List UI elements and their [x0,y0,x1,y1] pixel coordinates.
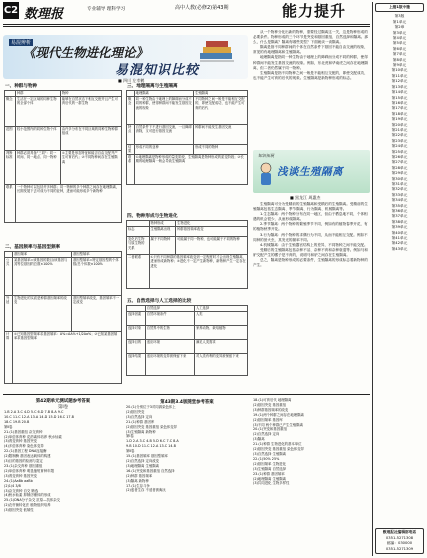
table-cell: 判断标准 [5,151,16,185]
answer-line: 21.(1)基因重组 杂交育种 [4,429,43,434]
sidebar-item: 第29单元 [391,171,408,176]
table-cell: 满足人类需求 [194,340,247,354]
newspaper-subtitle: 专业辅导 理科学习 [87,7,126,12]
sidebar-box-heading: 上接1版中缝 [388,5,410,9]
sidebar-item: 第4单元 [392,36,407,41]
answer-line: (3)诱变育种 基因突变 [4,473,38,478]
table-cell: 概念 [127,97,135,125]
sidebar-item: 第5单元 [392,41,407,46]
answer-line: 22.(1)50% 25% [253,456,280,461]
answers-divider [3,394,370,395]
sidebar-item: 第14单元 [391,90,408,95]
section-heading-selection: 五、自然选择与人工选择的比较 [127,299,192,304]
sidebar-item: 第1单元 [392,19,407,24]
section-title: 能力提升 [282,2,347,20]
sidebar-item: 第17单元 [391,106,408,111]
section-heading-species: 一、种群与物种 [5,84,38,89]
header-rule-thin [3,26,370,27]
answer-line: 22.(1)基因工程 DNA连接酶 [4,449,47,454]
answer-line: 16.(1)突变和基因重组 自然选择 [126,468,175,473]
table-cell: 较小范围内的同种生物个体 [16,127,61,151]
answer-line: (3)自然选择 定向 [126,414,153,419]
table-cell: 基因型频率=特定基因型的个体数/总个体数×100% [72,258,122,296]
answer-line: (3)共同进化 生物多样性 [253,481,290,486]
answer-line: (2)农杆菌转化法 植物组织培养 [4,503,51,508]
table-cell: 同一种生物由于地理上的障碍而分成不同的种群，使得种群间不能发生基因交流的现象 [134,97,193,125]
answer-line: 1.B 2.A 3.C 4.D 5.C 6.D 7.B 8.A 9.C [4,410,64,414]
table-cell: 选择结果 [127,354,146,376]
table-cell: 生殖隔离出现 [149,227,176,237]
edition-badge: C2 [3,2,19,19]
table-cell: 种群 [16,91,61,97]
answer-line: (2)地理隔离 生殖隔离 [253,476,287,481]
sidebar-item: 第41单元 [391,236,408,241]
answers-subheading: 第Ⅰ卷 [57,405,69,410]
sidebar-item: 第38单元 [391,219,408,224]
table-cell: 基因型频率改变，基因频率不一定改变 [72,296,122,332]
answer-line: (2)单倍体育种 明显缩短育种年限 [4,468,54,473]
header-rule [3,24,370,25]
answer-line: (2)自然选择 定向改变 [126,458,160,463]
answer-line: (2)种群 基因频率 [126,473,153,478]
table-population-species [4,90,122,223]
answer-line: 第Ⅱ卷 [126,449,135,454]
table-cell: 结果 [127,145,135,155]
answer-line: (2)1/4 3/8 [4,483,21,488]
answers-heading: 第42期单元测试题参考答案 [35,399,91,404]
section-heading-gene-frequency: 二、基因频率与基因型频率 [5,245,61,250]
table-cell: 生物进化 [176,221,248,227]
sidebar-item: 第8单元 [392,57,407,62]
section-heading-speciation: 四、物种形成与生物进化 [127,214,178,219]
table-cell: 范围 [5,127,16,151]
answers-col-1 [4,398,122,556]
sidebar-item: 第10单元 [391,68,408,73]
sidebar-item: 第12单元 [391,79,408,84]
sidebar-item: 第24单元 [391,144,408,149]
answer-line: (3)基因突变 低频性 [4,508,34,513]
answer-line: (3)生殖隔离 新物种 [126,429,156,434]
table-cell: 对人类有利的变异被保留下来 [194,354,247,376]
table-gene-frequency [4,251,122,384]
answer-line: 18.C 19.B 20.B [4,419,30,424]
contact-line: 0351-5271308 [385,535,414,540]
answers-heading-43: 第43期3.4版随堂参考答案 [160,400,214,405]
contact-line: 0351-5271309 [385,546,414,551]
table-cell: 生物进化的实质是种群基因频率的改变 [13,296,72,332]
sidebar-item: 第36单元 [391,209,408,214]
table-cell: 选择对象 [127,326,146,340]
table-selection [126,305,248,376]
table-cell: 自然条件下不进行基因交流，一旦障碍消除，又可进行基因交流 [134,125,193,145]
table-cell: 人工选择 [194,306,247,312]
table-cell: ①已知基因型频率求基因频率：A%=AA%+1/2Aa%；②已知某基因频率求基因型频率 [13,332,122,384]
table-cell: 物种形成 [149,221,176,227]
sidebar-item: 第26单元 [391,154,408,159]
answer-line: (2)单倍体育种 花药离体培养 秋水仙素 [4,434,62,439]
table-cell: 属于不同物种 [149,237,176,255]
sidebar-item: 第20单元 [391,122,408,127]
answer-line: (3)隔离 [253,437,265,442]
sidebar-item: 第25单元 [391,149,408,154]
answer-line: (3)诱变育种 基因突变 [4,439,38,444]
contact-line: 邮编：030000 [386,541,413,546]
answer-line: 10.C 11.C 12.A 13.A 14.D 15.D 16.C 17.B [4,414,74,419]
answer-line: 23.(1)种群 基因频率 [253,471,285,476]
table-cell: 选择目的 [127,340,146,354]
table-cell: 由许多分布在不同区域的同种生物种群组成 [60,127,121,151]
answer-line: (2)基因频率 基因库 [253,417,283,422]
answer-line: 第Ⅰ卷 [126,434,134,439]
answer-line: (3)隔离 新物种 [126,478,149,483]
sidebar-item: 第6单元 [392,46,407,51]
article-byline: ■ 黑龙江 周惠杰 [290,195,321,200]
sidebar-item: 第22单元 [391,133,408,138]
answer-line: 第Ⅱ卷 [4,424,13,429]
table-cell: 一个物种可以包括许多种群；同一物种的多个种群之间存在地理隔离，长期发展下去可成为不同的亚种，进而可能形成多个新物种 [16,185,122,223]
sidebar-item: 第27单元 [391,160,408,165]
answer-line: (3)杂交育种 自交 筛选 [4,488,39,493]
table-cell: 适应环境 [145,340,194,354]
cartoon-figure-icon [257,162,275,188]
answer-line: (2)限制酶 基因表达载体的构建 [4,454,51,459]
answer-line: (2)自然选择 定向 [253,432,280,437]
answer-line: (3)自然选择 生殖隔离 [253,451,287,456]
table-cell: 某基因频率=该基因的数目/该基因与其等位基因的总数×100% [13,258,72,296]
sidebar-item: 第32单元 [391,187,408,192]
table-cell: 外延 [5,296,13,332]
answer-line: 18.(1)可育后代 地理隔离 [253,398,292,402]
sidebar-item: 第35单元 [391,203,408,208]
answer-line: 20.(1)突变和基因重组 [253,427,287,432]
table-speciation [126,220,248,289]
sidebar-item: 第33单元 [391,192,408,197]
table-cell: 生活在一定区域的同种生物的全部个体 [16,97,61,127]
table-cell: 自然界中的生物 [145,326,194,340]
table-cell: 联系 [5,185,16,223]
sidebar-item: 第30单元 [391,176,408,181]
table-cell: 形成不同的亚种 [134,145,193,155]
sidebar-item: 第39单元 [391,225,408,230]
sidebar-item: 第37单元 [391,214,408,219]
sidebar-item: 第40单元 [391,230,408,235]
table-isolation [126,90,248,185]
answer-line: (3)种群基因频率的改变 [253,407,289,412]
sidebar-item: 第15单元 [391,95,408,100]
table-cell: 生殖隔离 [194,91,248,97]
table-cell: 基因频率 [13,252,72,258]
sidebar-item: 第42单元 [391,241,408,246]
contact-box [375,528,424,554]
answer-line: (3)目的基因的检测与鉴定 [4,459,43,464]
table-cell: 基因型频率 [72,252,122,258]
article-body: 生殖隔离可分为受精前的生殖隔离和受精后的生殖隔离。受精前的生殖隔离包括生态隔离、季节隔离、行为隔离、机械隔离等。 1.生态隔离：两个物种分布在同一地区，但由于栖息地不同，个体相遇的机会很少，从而形成隔离。 2.季节隔离：两个物种的繁殖季节不同，例如有的植物春季开花，有的植物秋季开花。 3.行为隔离：两个物种的求偶行为不同，从而不能相互交配。例如不同种的萤火虫，其发光的频率不同。 4.机械隔离：由于生殖器官结构上的差异，不同物种之间不能交配。 受精后的生殖隔离包括杂种不活、杂种不育和杂种衰退等。例如马和驴交配产生的骡子是不育的，说明马和驴之间存在生殖隔离。 总之，隔离是物种形成的必要条件，生殖隔离的形成标志着新物种的产生。 [253,202,368,268]
answer-line: (2)基因突变 基因重组 染色体变异 [253,447,305,452]
table-cell: 二者联系 [127,255,150,289]
table-cell: 物种 [60,91,121,97]
table-cell: 可能属于同一物种，也可能属于不同的物种 [176,237,248,255]
newspaper-name: 数理报 [24,7,64,22]
answer-line: (4)秋水仙素 抑制纺锤体的形成 [4,493,51,498]
banner-byline: ■ 四川 左幸鹤 [118,78,145,83]
answer-line: 24.(1)AaBb aaBb [4,478,33,483]
answer-line: (3)生殖隔离 自然选择 [253,466,287,471]
table-cell: 形成不同的物种 [194,145,248,155]
table-cell: 公式 [5,258,13,296]
table-cell: 标志 [127,227,150,237]
answer-line: 15.(1)基因频率 基因型频率 [126,454,168,459]
sidebar-item: 第9单元 [392,63,407,68]
table-cell: ①只有不同种群的基因频率改变到一定程度时才会出现生殖隔离，进而形成新物种；②进化不一定产生新物种，新物种产生一定存在进化 [149,255,247,289]
answer-line: (2)基因突变 基因重组 [253,402,287,407]
answer-line: 25.(1)DNA分子杂交 抗原—抗体杂交 [4,498,61,503]
answer-line: (2)基因突变 [126,409,145,414]
article-banner [3,35,248,79]
banner-title: 《现代生物进化理论》 [23,45,149,60]
sidebar-item: 第2章 [394,25,405,30]
sidebar-item: 第23单元 [391,138,408,143]
answer-line: (3)不同 两个种群已产生生殖隔离 [253,422,303,427]
sidebar-item: 第31单元 [391,182,408,186]
cartoon-tag: 知识拓展 [258,153,274,158]
contact-heading: 数理报社编辑部电话 [382,530,417,535]
sidebar-item: 第13单元 [391,84,408,89]
sidebar-item: 第34单元 [391,198,408,203]
answer-line: (2)基因频率 生物进化 [253,461,287,466]
answer-line: 19.(1)两个种群之间存在地理隔离 [253,412,304,417]
table-cell: 变化后生物与原生物的关系 [127,237,150,255]
sidebar-item: 第11单元 [391,73,408,78]
sidebar-box [375,3,424,12]
table-cell: 适应环境的变异被保留下来 [145,354,194,376]
table-cell: 自然选择 [145,306,194,312]
banner-subtitle: 易混知识比较 [115,63,200,78]
table-cell: 自然环境条件 [145,312,194,326]
sidebar-item: 第3版 [394,14,405,19]
answer-line: 23.(1)杂交育种 基因重组 [4,463,43,468]
answers-col-2 [126,398,248,556]
table-cell: 家养动物、栽培植物 [194,326,247,340]
answer-line: 20.(1)分别位于3对同源染色体上 [126,405,176,409]
sidebar-item: 第19单元 [391,117,408,122]
table-cell: 计算 [5,332,13,384]
answers-col-3 [253,398,370,556]
sidebar-item: 第18单元 [391,111,408,116]
answer-line: 21.(1)种群 基因库 [126,419,155,424]
table-cell: 种群基因频率改变 [176,227,248,237]
table-cell: 联系 [127,155,135,185]
sidebar-item: 第28单元 [391,165,408,170]
answer-line: 21.(1)种群 生物进化的基本单位 [253,442,302,447]
table-cell: 概念 [5,97,16,127]
sidebar-item: 第43单元 [391,246,408,251]
sidebar-item: 第7单元 [392,52,407,57]
answer-line: 1.D 2.A 3.C 4.B 5.D 6.C 7.C 8.A [126,439,179,444]
table-cell: ①地理隔离是物种形成的量变阶段，生殖隔离是物种形成的质变阶段；②长期的地理隔离一般会导致生殖隔离 [134,155,247,185]
table-cell: 种群间不能发生基因交流 [194,125,248,145]
answer-line: 9.B 10.D 11.C 12.A 13.C 14.B [126,444,176,449]
table-cell: 选择因素 [127,312,146,326]
table-cell: 人类 [194,312,247,326]
sidebar-item: 第3单元 [392,30,407,35]
table-cell: 特点 [127,125,135,145]
sidebar-item: 第16单元 [391,100,408,105]
table-cell: ①主要是形态特征和能否自由交配并产生可育后代；②不同物种间存在生殖隔离 [60,151,121,185]
books-illustration-icon [198,39,236,63]
answer-line: (2)基因突变 基因重组 染色体变异 [126,424,178,429]
answer-line: (4)多倍体育种 染色体变异 [4,444,44,449]
article-intro: 从一个物种分化出新的物种，需要经过隔离这一关，这是物种形成的必要条件。物种形成的三个环节是突变和基因重组、自然选择和隔离。那么，什么是隔离？隔离有哪些类型？下面就谈一谈隔离。 隔离是指不同种群间的个体在自然条件下基因不能自由交流的现象，常见的有地理隔离和生殖隔离。 地理隔离是指同一种生物由于地理上的障碍而分成不同的种群，使得种群间不能发生基因交流的现象。例如，东北虎和华南虎之间存在地理隔离，但二者仍然属于同一物种。 生殖隔离是指不同物种之间一般是不能相互交配的，即使交配成功，也不能产生可育的后代的现象。生殖隔离是新物种形成的标志。 [253,30,368,80]
table-cell: 能够在自然状态下相互交配并且产生可育后代的一群生物 [60,97,121,127]
section-heading-isolation: 三、地理隔离与生殖隔离 [127,84,178,89]
table-cell: 地理隔离 [134,91,193,97]
banner-tag: 易混辨析 [11,40,32,46]
table-cell: 种群必须具备"三同"：同一时间、同一地点、同一物种 [16,151,61,185]
answer-line: 17.(1)生存斗争 [126,483,150,488]
masthead-logo [3,2,143,23]
table-cell: 不同物种之间一般是不能相互交配的，即使交配成功，也不能产生可育的后代 [194,97,248,125]
sidebar-item: 第21单元 [391,127,408,132]
sidebar-column [372,2,426,556]
cartoon-title: 浅谈生殖隔离 [277,166,343,178]
answer-line: (2)适者生存 不适者被淘汰 [126,488,166,493]
cartoon-banner [253,150,370,193]
issue-label: 高中人教(必修2)第43期 [175,5,229,11]
answer-line: (3)地理隔离 生殖隔离 [126,463,160,468]
